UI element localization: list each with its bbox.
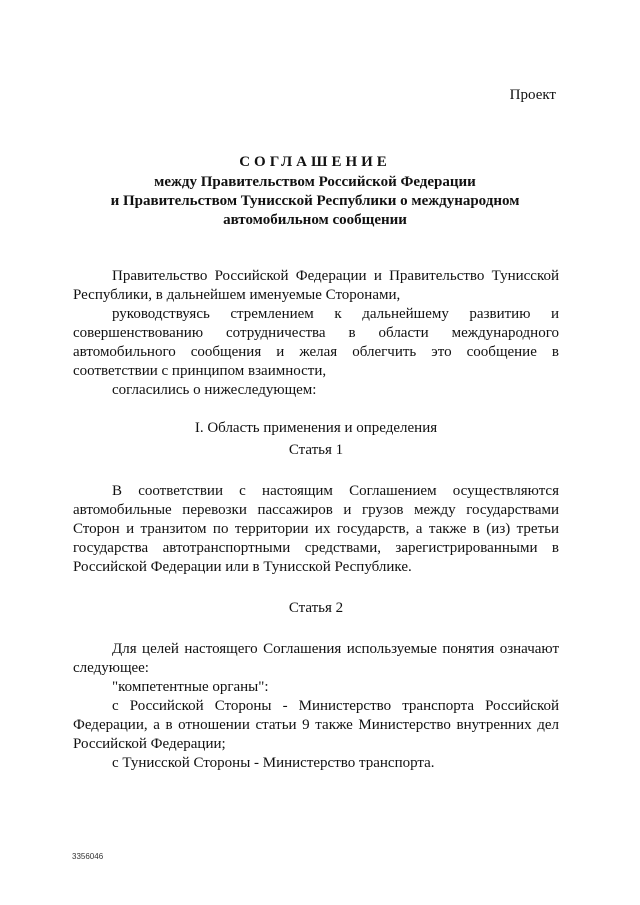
draft-label: Проект: [509, 87, 556, 103]
article-1-heading: Статья 1: [288, 442, 344, 458]
article-1-text: В соответствии с настоящим Соглашением осуществляются автомобильные перевозки пассажиров и грузов между государствами Сторон и транзитом по территории их государств, а также в (из) третьи государства автотранспортными средствами, зарегистрированными в Российской Федерации или в Тунисской Республике.: [73, 483, 559, 575]
title-main: СОГЛАШЕНИЕ: [239, 154, 391, 170]
preamble-paragraph-1: Правительство Российской Федерации и Правительство Тунисской Республики, в дальнейшем именуемые Сторонами,: [73, 268, 559, 303]
title-line-2: и Правительством Тунисской Республики о международном: [110, 193, 520, 209]
title-line-1: между Правительством Российской Федерации: [154, 174, 476, 190]
section-1-heading: I. Область применения и определения: [194, 420, 438, 436]
article-2-definition-tunisia: с Тунисской Стороны - Министерство транспорта.: [112, 755, 435, 771]
preamble-paragraph-3: согласились о нижеследующем:: [112, 382, 317, 398]
article-2-heading: Статья 2: [288, 600, 344, 616]
document-body: [73, 267, 559, 773]
document-code: 3356046: [72, 852, 104, 861]
title-line-3: автомобильном сообщении: [223, 212, 407, 228]
article-2-term-competent-authorities: "компетентные органы":: [112, 679, 269, 695]
preamble-paragraph-2: руководствуясь стремлением к дальнейшему развитию и совершенствованию сотрудничества в области международного автомобильного сообщения и желая облегчить это сообщение в соответствии с принципом взаимности,: [73, 306, 559, 379]
article-2-intro: Для целей настоящего Соглашения используемые понятия означают следующее:: [73, 641, 559, 676]
article-2-definition-russia: с Российской Стороны - Министерство транспорта Российской Федерации, а в отношении статьи 9 также Министерство внутренних дел Российской Федерации;: [73, 698, 559, 752]
agreement-title: [72, 153, 558, 230]
